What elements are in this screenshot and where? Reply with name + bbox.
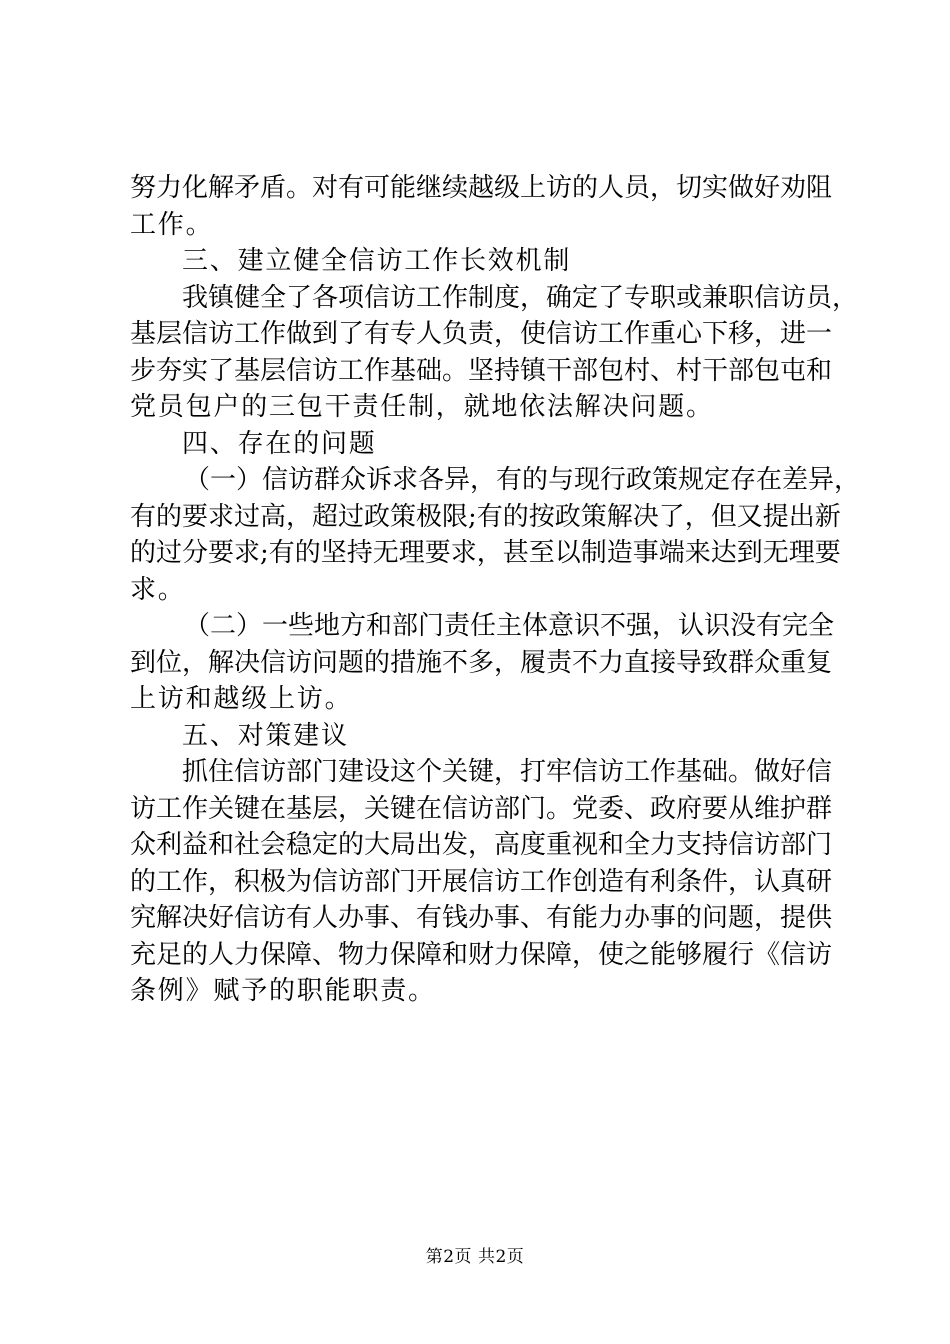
text-line: 我镇健全了各项信访工作制度，确定了专职或兼职信访员， [182,282,859,313]
page-footer: 第2页 共2页 [425,1247,525,1267]
text-line: 五、对策建议 [182,720,349,751]
text-line: 三、建立健全信访工作长效机制 [182,246,572,276]
text-line: 四、存在的问题 [182,428,377,459]
text-line: 有的要求过高，超过政策极限;有的按政策解决了，但又提出新 [130,501,841,532]
text-line: （二）一些地方和部门责任主体意识不强，认识没有完全 [184,611,835,641]
text-line: 努力化解矛盾。对有可能继续越级上访的人员，切实做好劝阻 [130,173,833,203]
text-line: 的过分要求;有的坚持无理要求，甚至以制造事端来达到无理要 [130,538,841,568]
text-line: 基层信访工作做到了有专人负责，使信访工作重心下移，进一 [130,319,833,349]
text-line: 党员包户的三包干责任制，就地依法解决问题。 [130,392,714,422]
text-line: （一）信访群众诉求各异，有的与现行政策规定存在差异， [184,465,861,495]
text-line: 的工作，积极为信访部门开展信访工作创造有利条件，认真研 [130,866,833,897]
document-body [130,170,861,1010]
text-line: 究解决好信访有人办事、有钱办事、有能力办事的问题，提供 [130,903,833,933]
text-line: 工作。 [130,209,214,240]
text-line: 充足的人力保障、物力保障和财力保障，使之能够履行《信访 [130,939,833,970]
text-line: 步夯实了基层信访工作基础。坚持镇干部包村、村干部包屯和 [130,355,833,386]
text-line: 到位，解决信访问题的措施不多，履责不力直接导致群众重复 [130,647,833,678]
text-line: 访工作关键在基层，关键在信访部门。党委、政府要从维护群 [130,793,833,824]
text-line: 条例》赋予的职能职责。 [130,976,436,1006]
text-line: 上访和越级上访。 [130,684,353,714]
text-line: 抓住信访部门建设这个关键，打牢信访工作基础。做好信 [182,757,833,787]
text-line: 求。 [130,574,186,605]
text-line: 众利益和社会稳定的大局出发，高度重视和全力支持信访部门 [130,830,833,860]
